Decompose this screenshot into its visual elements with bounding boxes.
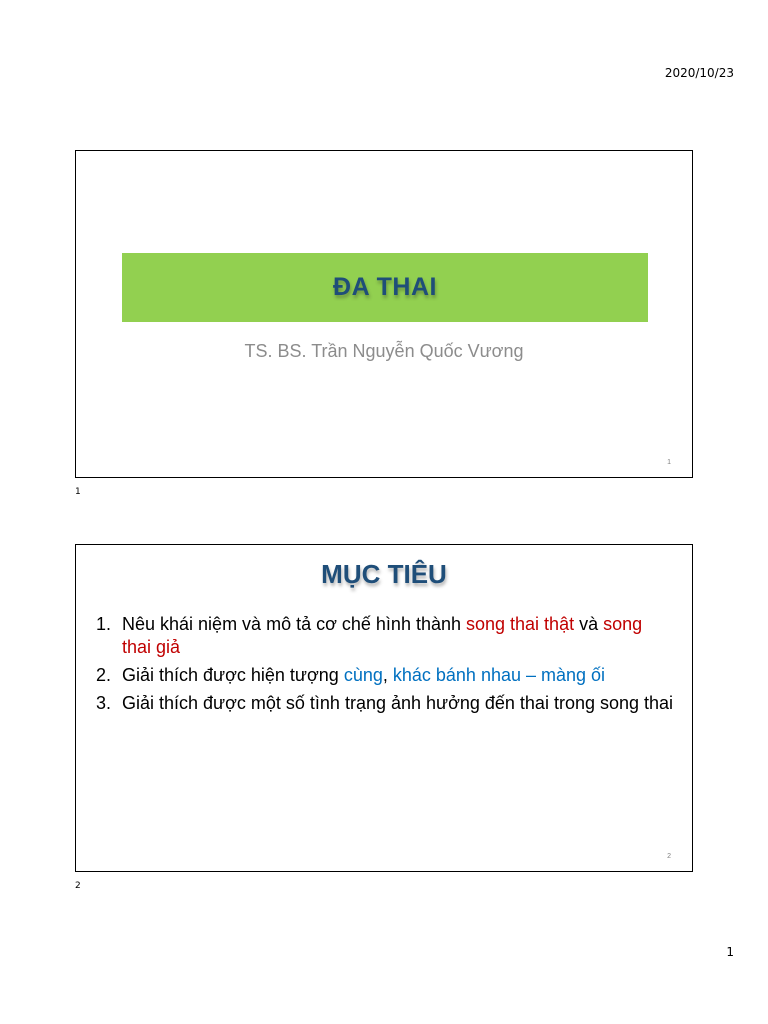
list-item-number: 1.	[96, 614, 112, 634]
slide-1	[75, 150, 693, 478]
highlight-text: cùng	[343, 665, 383, 685]
list-item-text: Giải thích được hiện tượng	[122, 665, 344, 685]
list-item-text: ,	[382, 665, 393, 685]
page-number: 1	[726, 945, 734, 959]
list-item	[96, 692, 676, 715]
slide-1-title: ĐA THAI	[333, 273, 437, 301]
title-band	[122, 253, 648, 322]
page-date: 2020/10/23	[664, 66, 734, 80]
objectives-list	[96, 613, 676, 720]
slide-1-subtitle: TS. BS. Trần Nguyễn Quốc Vương	[244, 341, 524, 361]
list-item-number: 3.	[96, 693, 112, 713]
list-item-text: và	[574, 614, 604, 634]
slide-1-number: 1	[667, 459, 671, 466]
slide-2-number: 2	[667, 853, 671, 860]
list-item-text: Nêu khái niệm và mô tả cơ chế hình thành	[122, 614, 466, 634]
slide-2	[75, 544, 693, 872]
highlight-text: khác bánh nhau – màng ối	[392, 665, 606, 685]
highlight-text: song thai thật	[466, 614, 575, 634]
list-item-text: Giải thích được một số tình trạng ảnh hưởng đến thai trong song thai	[122, 693, 674, 713]
slide-2-label: 2	[75, 881, 81, 891]
list-item	[96, 613, 676, 659]
slide-1-label: 1	[75, 487, 81, 497]
list-item	[96, 664, 676, 687]
highlight-text: song thai giả	[122, 614, 643, 657]
list-item-number: 2.	[96, 665, 112, 685]
slide-2-title: MỤC TIÊU	[321, 559, 447, 589]
